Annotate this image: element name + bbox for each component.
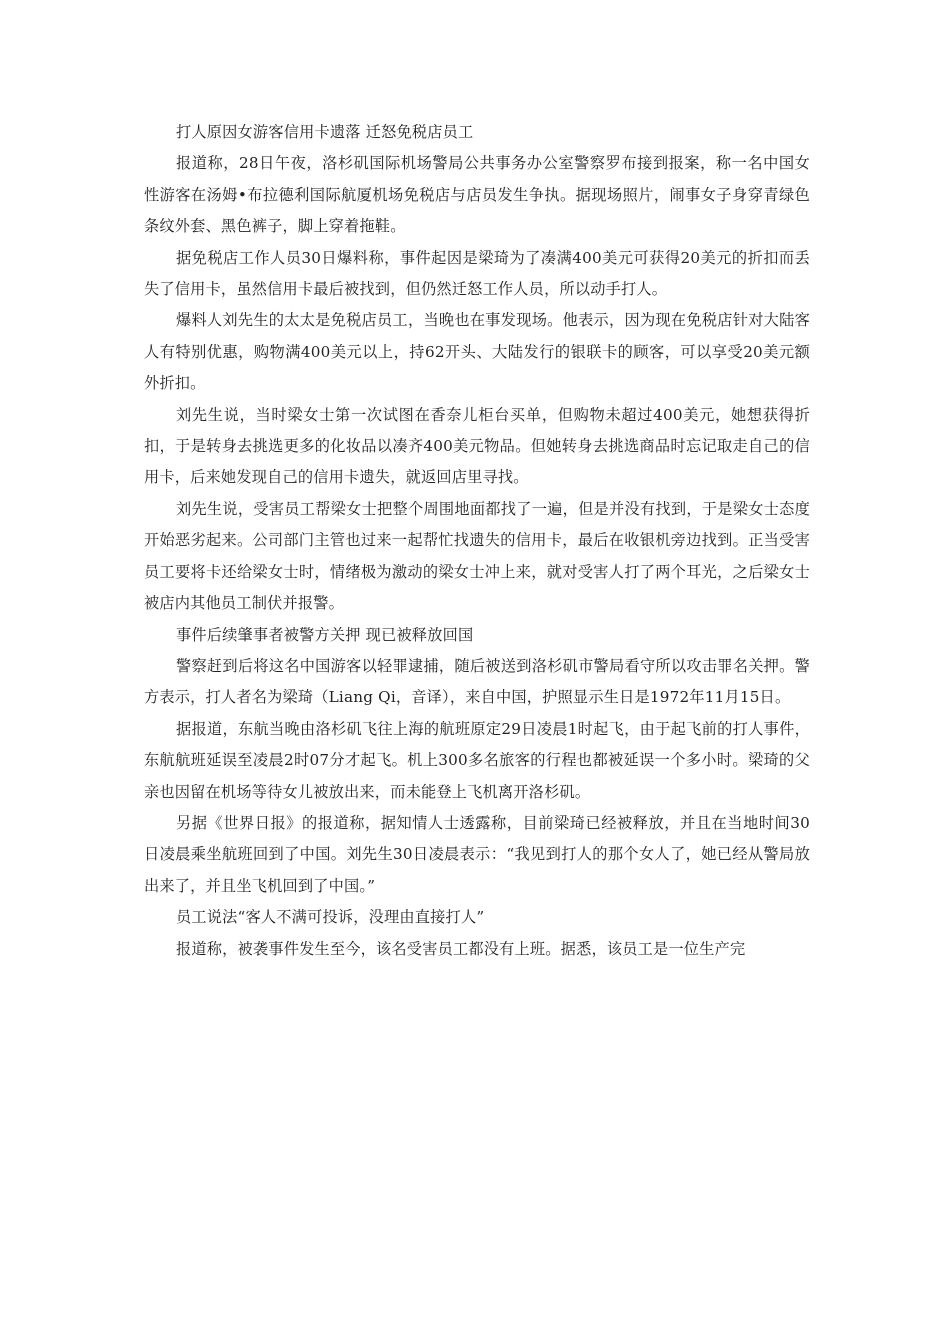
body-paragraph: 警察赶到后将这名中国游客以轻罪逮捕，随后被送到洛杉矶市警局看守所以攻击罪名关押。警方表示，打人者名为梁琦（Liang Qi，音译），来自中国，护照显示生日是1972年11月15日。 [144, 656, 810, 707]
section-heading: 员工说法“客人不满可投诉，没理由直接打人” [176, 908, 485, 927]
body-paragraph: 据免税店工作人员30日爆料称，事件起因是梁琦为了凑满400美元可获得20美元的折扣而丢失了信用卡，虽然信用卡最后被找到，但仍然迁怒工作人员，所以动手打人。 [144, 248, 810, 299]
body-paragraph: 据报道，东航当晚由洛杉矶飞往上海的航班原定29日凌晨1时起飞，由于起飞前的打人事件，东航航班延误至凌晨2时07分才起飞。机上300多名旅客的行程也都被延误一个多小时。梁琦的父亲也因留在机场等待女儿被放出来，而未能登上飞机离开洛杉矶。 [144, 719, 810, 801]
document-page [144, 117, 810, 965]
body-paragraph: 刘先生说，受害员工帮梁女士把整个周围地面都找了一遍，但是并没有找到，于是梁女士态度开始恶劣起来。公司部门主管也过来一起帮忙找遗失的信用卡，最后在收银机旁边找到。正当受害员工要将卡还给梁女士时，情绪极为激动的梁女士冲上来，就对受害人打了两个耳光，之后梁女士被店内其他员工制伏并报警。 [144, 499, 810, 613]
body-paragraph: 爆料人刘先生的太太是免税店员工，当晚也在事发现场。他表示，因为现在免税店针对大陆客人有特别优惠，购物满400美元以上，持62开头、大陆发行的银联卡的顾客，可以享受20美元额外折扣。 [144, 311, 810, 393]
body-paragraph: 报道称，被袭事件发生至今，该名受害员工都没有上班。据悉，该员工是一位生产完 [176, 939, 746, 958]
body-paragraph: 刘先生说，当时梁女士第一次试图在香奈儿柜台买单，但购物未超过400美元，她想获得折扣，于是转身去挑选更多的化妆品以凑齐400美元物品。但她转身去挑选商品时忘记取走自己的信用卡，后来她发现自己的信用卡遗失，就返回店里寻找。 [144, 405, 810, 487]
body-paragraph: 另据《世界日报》的报道称，据知情人士透露称，目前梁琦已经被释放，并且在当地时间30日凌晨乘坐航班回到了中国。刘先生30日凌晨表示：“我见到打人的那个女人了，她已经从警局放出来了，并且坐飞机回到了中国。” [144, 813, 810, 895]
section-heading: 打人原因女游客信用卡遗落 迁怒免税店员工 [176, 123, 474, 141]
body-paragraph: 报道称，28日午夜，洛杉矶国际机场警局公共事务办公室警察罗布接到报案，称一名中国女性游客在汤姆•布拉德利国际航厦机场免税店与店员发生争执。据现场照片，闹事女子身穿青绿色条纹外套、黑色裤子，脚上穿着拖鞋。 [144, 154, 810, 236]
section-heading: 事件后续肇事者被警方关押 现已被释放回国 [176, 625, 474, 644]
